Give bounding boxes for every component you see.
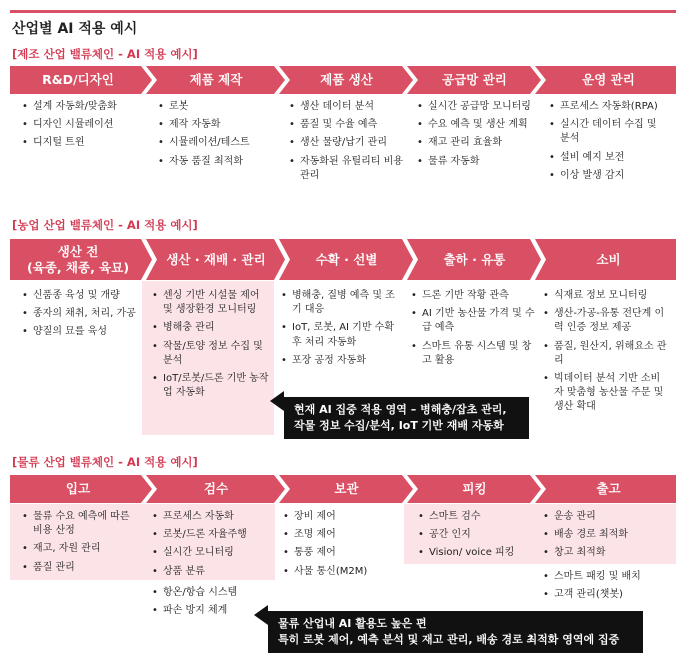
list-item: • 운송 관리 [543,510,669,524]
stage-storage: 보관 [334,481,359,497]
callout-line: 물류 산업내 AI 활용도 높은 편 [278,617,427,630]
list-item: • 자동화된 유틸리티 비용 관리 [289,155,403,183]
list-item: • 생산 물량/납기 관리 [289,136,403,150]
list-item: • 포장 공정 자동화 [281,354,399,368]
list-item: • 수요 예측 및 생산 계획 [417,118,539,132]
stage-pre-production [10,239,146,280]
list-item: • 통풍 제어 [283,546,401,560]
manufacturing-col-4 [417,100,539,173]
stage-production: 제품 생산 [320,72,373,88]
list-item: • 이상 발생 감지 [549,169,669,183]
list-item: • 빅데이터 분석 기반 소비자 맞춤형 농산물 주문 및 생산 확대 [543,372,669,415]
stage-harvest: 수확 · 선별 [315,251,378,267]
list-item: • 고객 관리(챗봇) [543,588,669,602]
agriculture-section-title: [농업 산업 밸류체인 - AI 적용 예시] [12,218,198,232]
list-item: • AI 기반 농산물 가격 및 수급 예측 [411,307,535,335]
list-item: • 상품 분류 [152,565,272,579]
callout-line: 작물 정보 수집/분석, IoT 기반 재배 자동화 [294,418,504,432]
logistics-callout [268,611,643,653]
list-item: • 품질, 원산지, 위해요소 관리 [543,340,669,368]
logistics-col-1 [22,510,140,579]
stage-label-main: 생산 전 [57,243,99,259]
stage-inspection: 검수 [203,481,229,497]
list-item: • 창고 최적화 [543,546,669,560]
list-item: • 종자의 채취, 처리, 가공 [22,307,144,321]
stage-rnd-design: R&D/디자인 [42,72,114,88]
list-item: • 병해충, 질병 예측 및 조기 대응 [281,289,399,317]
manufacturing-col-2 [158,100,273,173]
manufacturing-col-5 [549,100,669,187]
list-item: • 프로세스 자동화(RPA) [549,100,669,114]
list-item: • 물류 수요 예측에 따른 비용 산정 [22,510,140,538]
list-item: • 식재료 정보 모니터링 [543,289,669,303]
list-item: • 디자인 시뮬레이션 [22,118,142,132]
callout-line: 현재 AI 집중 적용 영역 – 병해충/잡초 관리, [294,403,507,416]
list-item: • 설비 예지 보전 [549,151,669,165]
list-item: • 조명 제어 [283,528,401,542]
list-item: • 신품종 육성 및 개량 [22,289,144,303]
agriculture-col-5 [543,289,669,419]
callout-pointer [254,605,268,625]
logistics-chain [10,475,676,503]
agriculture-col-3 [281,289,399,372]
list-item: • 센싱 기반 시설물 제어 및 생장환경 모니터링 [152,289,272,317]
stage-shipping: 출하 · 유통 [443,251,506,267]
stage-consumption: 소비 [596,251,621,267]
list-item: • 배송 경로 최적화 [543,528,669,542]
stage-operations: 운영 관리 [582,72,635,88]
callout-pointer [270,391,284,411]
logistics-col-5 [543,510,669,565]
list-item: • 양질의 묘를 육성 [22,325,144,339]
callout-line: 특히 로봇 제어, 예측 분석 및 재고 관리, 배송 경로 최적화 영역에 집중 [278,632,620,646]
list-item: • 장비 제어 [283,510,401,524]
stage-inbound: 입고 [65,481,91,497]
agriculture-col-1 [22,289,144,344]
logistics-col-2 [152,510,272,583]
page-title: 산업별 AI 적용 예시 [12,21,138,37]
list-item: • 설계 자동화/맞춤화 [22,100,142,114]
manufacturing-section-title: [제조 산업 밸류체인 - AI 적용 예시] [12,47,198,61]
list-item: • 실시간 공급망 모니터링 [417,100,539,114]
logistics-col-4 [418,510,536,565]
agriculture-chain [10,239,676,280]
manufacturing-col-1 [22,100,142,155]
list-item: • 스마트 패킹 및 배치 [543,570,669,584]
logistics-col-3 [283,510,401,583]
stage-supply-chain: 공급망 관리 [442,72,507,88]
list-item: • 시뮬레이션/테스트 [158,136,273,150]
stage-outbound: 출고 [596,481,621,497]
agriculture-col-4 [411,289,535,372]
list-item: • 자동 품질 최적화 [158,155,273,169]
list-item: • 프로세스 자동화 [152,510,272,524]
list-item: • 작물/토양 정보 수집 및 분석 [152,340,272,368]
list-item: • IoT/로봇/드론 기반 농작업 자동화 [152,372,272,400]
list-item: • 사물 통신(M2M) [283,565,401,579]
list-item: • 물류 자동화 [417,155,539,169]
list-item: • 스마트 유통 시스템 및 창고 활용 [411,340,535,368]
agriculture-callout [284,397,529,439]
list-item: • 실시간 데이터 수집 및 분석 [549,118,669,146]
list-item: • IoT, 로봇, AI 기반 수확 후 처리 자동화 [281,321,399,349]
list-item: • 스마트 검수 [418,510,536,524]
manufacturing-col-3 [289,100,403,187]
stage-production-make: 제품 제작 [189,72,243,88]
list-item: • 파손 방지 체계 [152,604,272,618]
list-item: • 재고 관리 효율화 [417,136,539,150]
list-item: • 실시간 모니터링 [152,546,272,560]
list-item: • Vision/ voice 피킹 [418,546,536,560]
stage-picking: 피킹 [462,481,487,497]
logistics-col-5-extra [543,570,669,606]
list-item: • 로봇/드론 자율주행 [152,528,272,542]
agriculture-col-2 [152,289,272,404]
list-item: • 디지털 트윈 [22,136,142,150]
manufacturing-chain [10,66,676,94]
logistics-section-title: [물류 산업 밸류체인 - AI 적용 예시] [12,455,198,469]
list-item: • 생산 데이터 분석 [289,100,403,114]
list-item: • 재고, 자원 관리 [22,542,140,556]
list-item: • 로봇 [158,100,273,114]
top-accent-line [10,10,676,13]
stage-cultivation: 생산 · 재배 · 관리 [166,251,266,267]
list-item: • 제작 자동화 [158,118,273,132]
stage-label-sub: (육종, 채종, 육묘) [26,259,130,275]
list-item: • 병해충 관리 [152,321,272,335]
list-item: • 품질 및 수율 예측 [289,118,403,132]
list-item: • 생산-가공-유통 전단계 이력 인증 정보 제공 [543,307,669,335]
list-item: • 공간 인지 [418,528,536,542]
list-item: • 항온/항습 시스템 [152,586,272,600]
list-item: • 드론 기반 작황 관측 [411,289,535,303]
list-item: • 품질 관리 [22,561,140,575]
